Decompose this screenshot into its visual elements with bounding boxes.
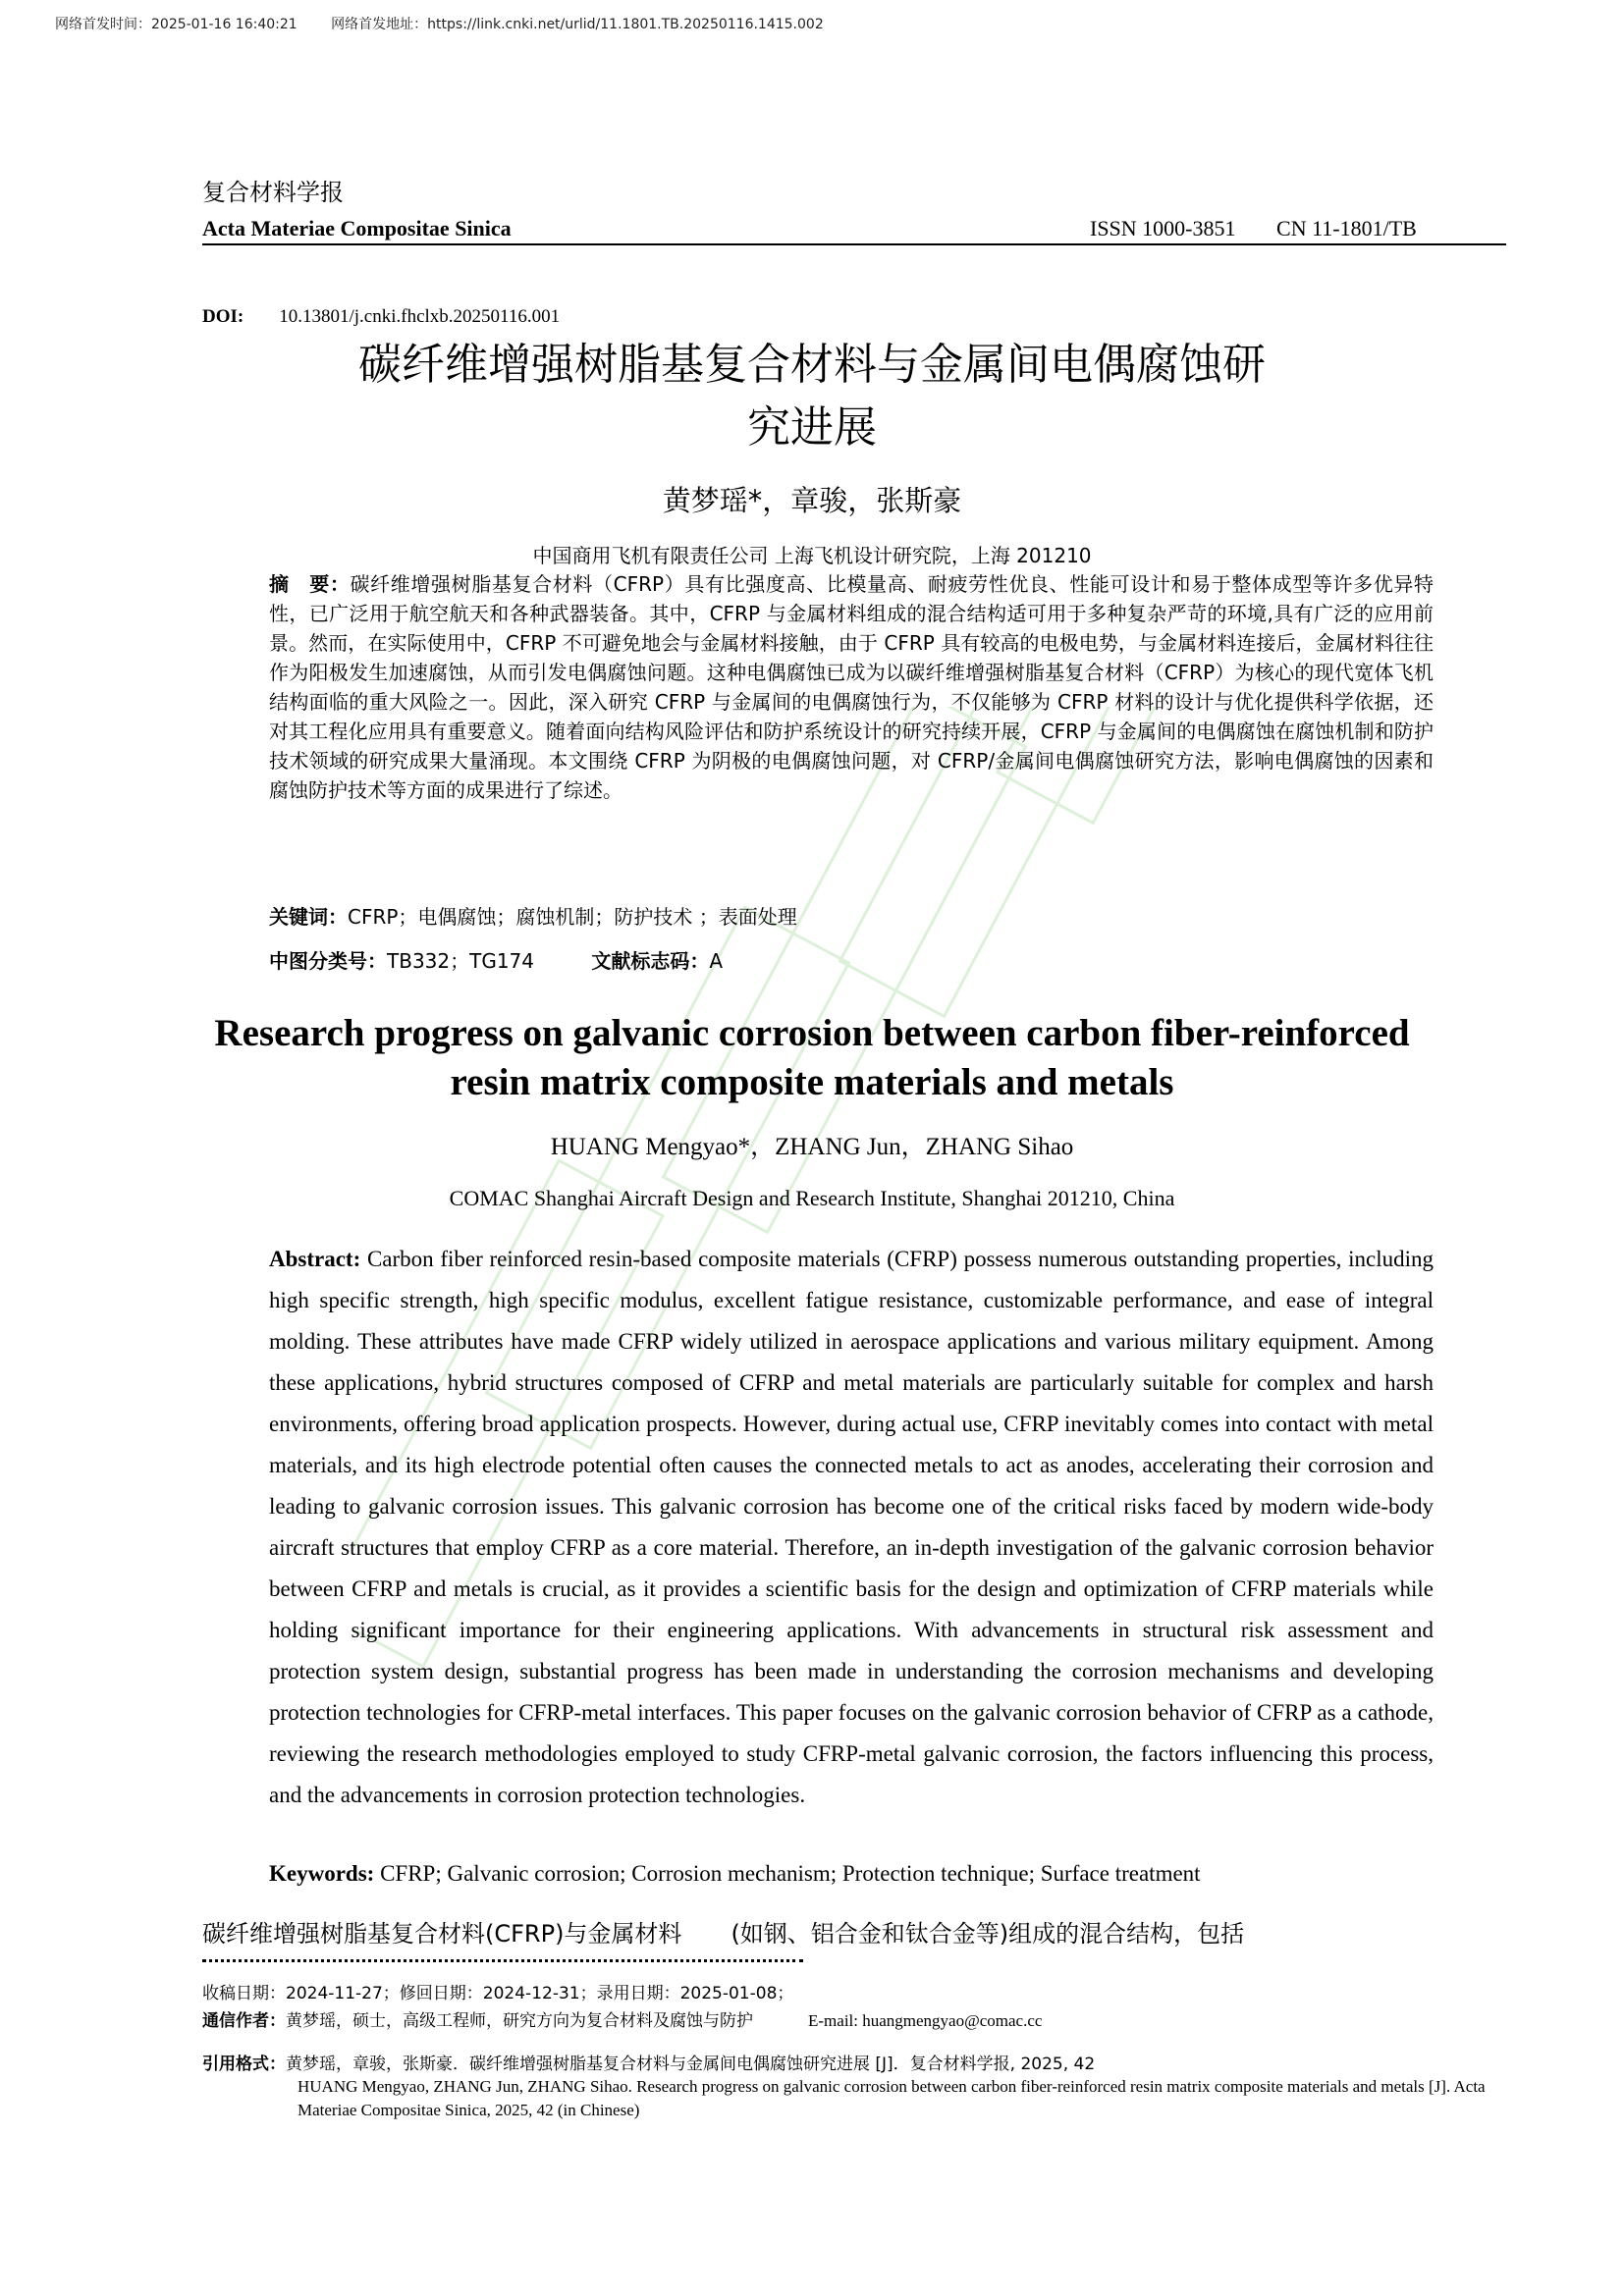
first-publish-time: 网络首发时间：2025-01-16 16:40:21: [55, 17, 298, 32]
title-cn-line-2: 究进展: [747, 402, 877, 453]
abstract-en-label: Abstract:: [269, 1247, 361, 1271]
abstract-en-text: Carbon fiber reinforced resin-based composite materials (CFRP) possess numerous outstanding properties, including high specific strength, high specific modulus, excellent fatigue resistance, customizable performance, and ease of integral molding. These attributes have made CFRP widely utilized in aerospace applications and various military equipment. Among these applications, hybrid structures composed of CFRP and metal materials are particularly suitable for complex and harsh environments, offering broad application prospects. However, during actual use, CFRP inevitably comes into contact with metal materials, and its high electrode potential often causes the connected metals to act as anodes, accelerating their corrosion and leading to galvanic corrosion issues. This galvanic corrosion has become one of the critical risks faced by modern wide-body aircraft structures that employ CFRP as a core material. Therefore, an in-depth investigation of the galvanic corrosion behavior between CFRP and metals is crucial, as it provides a scientific basis for the design and optimization of CFRP materials while holding significant importance for their engineering applications. With advancements in structural risk assessment and protection system design, substantial progress has been made in understanding the corrosion mechanisms and developing protection technologies for CFRP-metal interfaces. This paper focuses on the galvanic corrosion behavior of CFRP as a cathode, reviewing the research methodologies employed to study CFRP-metal galvanic corrosion, the factors influencing this process, and the advancements in corrosion protection technologies.: [269, 1247, 1435, 1807]
authors-en: HUANG Mengyao*，ZHANG Jun，ZHANG Sihao: [550, 1134, 1074, 1160]
body-line-right: (如钢、铝合金和钛合金等)组成的混合结构，包括: [731, 1920, 1245, 1948]
header-rule: [202, 243, 1506, 245]
keywords-cn-label: 关键词：: [269, 905, 348, 929]
footnote-separator: [202, 1959, 803, 1962]
issn-number: ISSN 1000-3851: [1090, 216, 1236, 240]
clc-label: 中图分类号：: [269, 949, 387, 973]
first-publish-address: 网络首发地址：https://link.cnki.net/urlid/11.1801.TB.20250116.1415.002: [331, 17, 824, 32]
doi-value[interactable]: 10.13801/j.cnki.fhclxb.20250116.001: [279, 306, 561, 327]
doi-line: [202, 306, 560, 328]
journal-identifiers: [1090, 216, 1417, 241]
keywords-en-label: Keywords:: [269, 1861, 375, 1886]
keywords-cn: [269, 901, 797, 930]
citation-label: 引用格式：: [202, 2055, 286, 2074]
body-first-line: [202, 1914, 1487, 1949]
journal-name-en: Acta Materiae Compositae Sinica: [202, 216, 512, 240]
citation-cn-text: 黄梦瑶，章骏，张斯豪．碳纤维增强树脂基复合材料与金属间电偶腐蚀研究进展 [J]．复合材料学报, 2025, 42: [286, 2055, 1096, 2074]
classification-cn: [269, 945, 723, 974]
doc-code-value: A: [709, 949, 724, 973]
publication-info-strip: [55, 14, 824, 33]
keywords-en: [269, 1861, 1201, 1887]
abstract-en: [269, 1239, 1434, 1816]
title-en-line-2: resin matrix composite materials and metals: [450, 1061, 1174, 1103]
doi-label: DOI:: [202, 306, 244, 327]
abstract-cn-label: 摘 要：: [269, 572, 351, 596]
keywords-cn-text: CFRP；电偶腐蚀；腐蚀机制；防护技术 ；表面处理: [348, 905, 797, 929]
affiliation-en: COMAC Shanghai Aircraft Design and Research Institute, Shanghai 201210, China: [449, 1186, 1175, 1210]
footnote-citation-en: HUANG Mengyao, ZHANG Jun, ZHANG Sihao. Research progress on galvanic corrosion between carbon fiber-reinforced resin matrix composite materials and metals [J]. Acta Materiae Compositae Sinica, 2025, 42 (in Chinese): [298, 2077, 1486, 2119]
footnote-citation-cn: [202, 2050, 1095, 2074]
affiliation-cn: 中国商用飞机有限责任公司 上海飞机设计研究院，上海 201210: [532, 544, 1092, 567]
footnote-dates: 收稿日期：2024-11-27；修回日期：2024-12-31；录用日期：2025-01-08；: [202, 1984, 794, 2003]
abstract-cn: [269, 569, 1434, 805]
cn-number: CN 11-1801/TB: [1276, 216, 1417, 240]
title-cn-line-1: 碳纤维增强树脂基复合材料与金属间电偶腐蚀研: [358, 340, 1266, 390]
keywords-en-text: CFRP; Galvanic corrosion; Corrosion mechanism; Protection technique; Surface treatment: [380, 1861, 1201, 1886]
author-email[interactable]: E-mail: huangmengyao@comac.cc: [808, 2011, 1043, 2030]
corresponding-author-info: 黄梦瑶，硕士，高级工程师，研究方向为复合材料及腐蚀与防护: [286, 2011, 753, 2031]
title-en-line-1: Research progress on galvanic corrosion between carbon fiber-reinforced: [214, 1012, 1410, 1054]
journal-name-cn: 复合材料学报: [202, 179, 344, 206]
footnote-corresponding-author: [202, 2006, 1042, 2031]
clc-value: TB332；TG174: [387, 949, 534, 973]
abstract-cn-text: 碳纤维增强树脂基复合材料（CFRP）具有比强度高、比模量高、耐疲劳性优良、性能可设计和易于整体成型等许多优异特性，已广泛用于航空航天和各种武器装备。其中，CFRP 与金属材料组成的混合结构适可用于多种复杂严苛的环境,具有广泛的应用前景。然而，在实际使用中，CFRP 不可避免地会与金属材料接触，由于 CFRP 具有较高的电极电势，与金属材料连接后，金属材料往往作为阳极发生加速腐蚀，从而引发电偶腐蚀问题。这种电偶腐蚀已成为以碳纤维增强树脂基复合材料（CFRP）为核心的现代宽体飞机结构面临的重大风险之一。因此，深入研究 CFRP 与金属间的电偶腐蚀行为，不仅能够为 CFRP 材料的设计与优化提供科学依据，还对其工程化应用具有重要意义。随着面向结构风险评估和防护系统设计的研究持续开展，CFRP 与金属间的电偶腐蚀在腐蚀机制和防护技术领域的研究成果大量涌现。本文围绕 CFRP 为阴极的电偶腐蚀问题，对 CFRP/金属间电偶腐蚀研究方法，影响电偶腐蚀的因素和腐蚀防护技术等方面的成果进行了综述。: [269, 572, 1434, 802]
body-line-left: 碳纤维增强树脂基复合材料(CFRP)与金属材料: [202, 1920, 682, 1948]
doc-code-label: 文献标志码：: [591, 949, 710, 973]
corresponding-author-label: 通信作者：: [202, 2011, 286, 2031]
paper-title-en: [177, 1009, 1447, 1107]
authors-cn: 黄梦瑶*，章骏，张斯豪: [662, 484, 962, 517]
paper-title-cn: [202, 334, 1422, 459]
